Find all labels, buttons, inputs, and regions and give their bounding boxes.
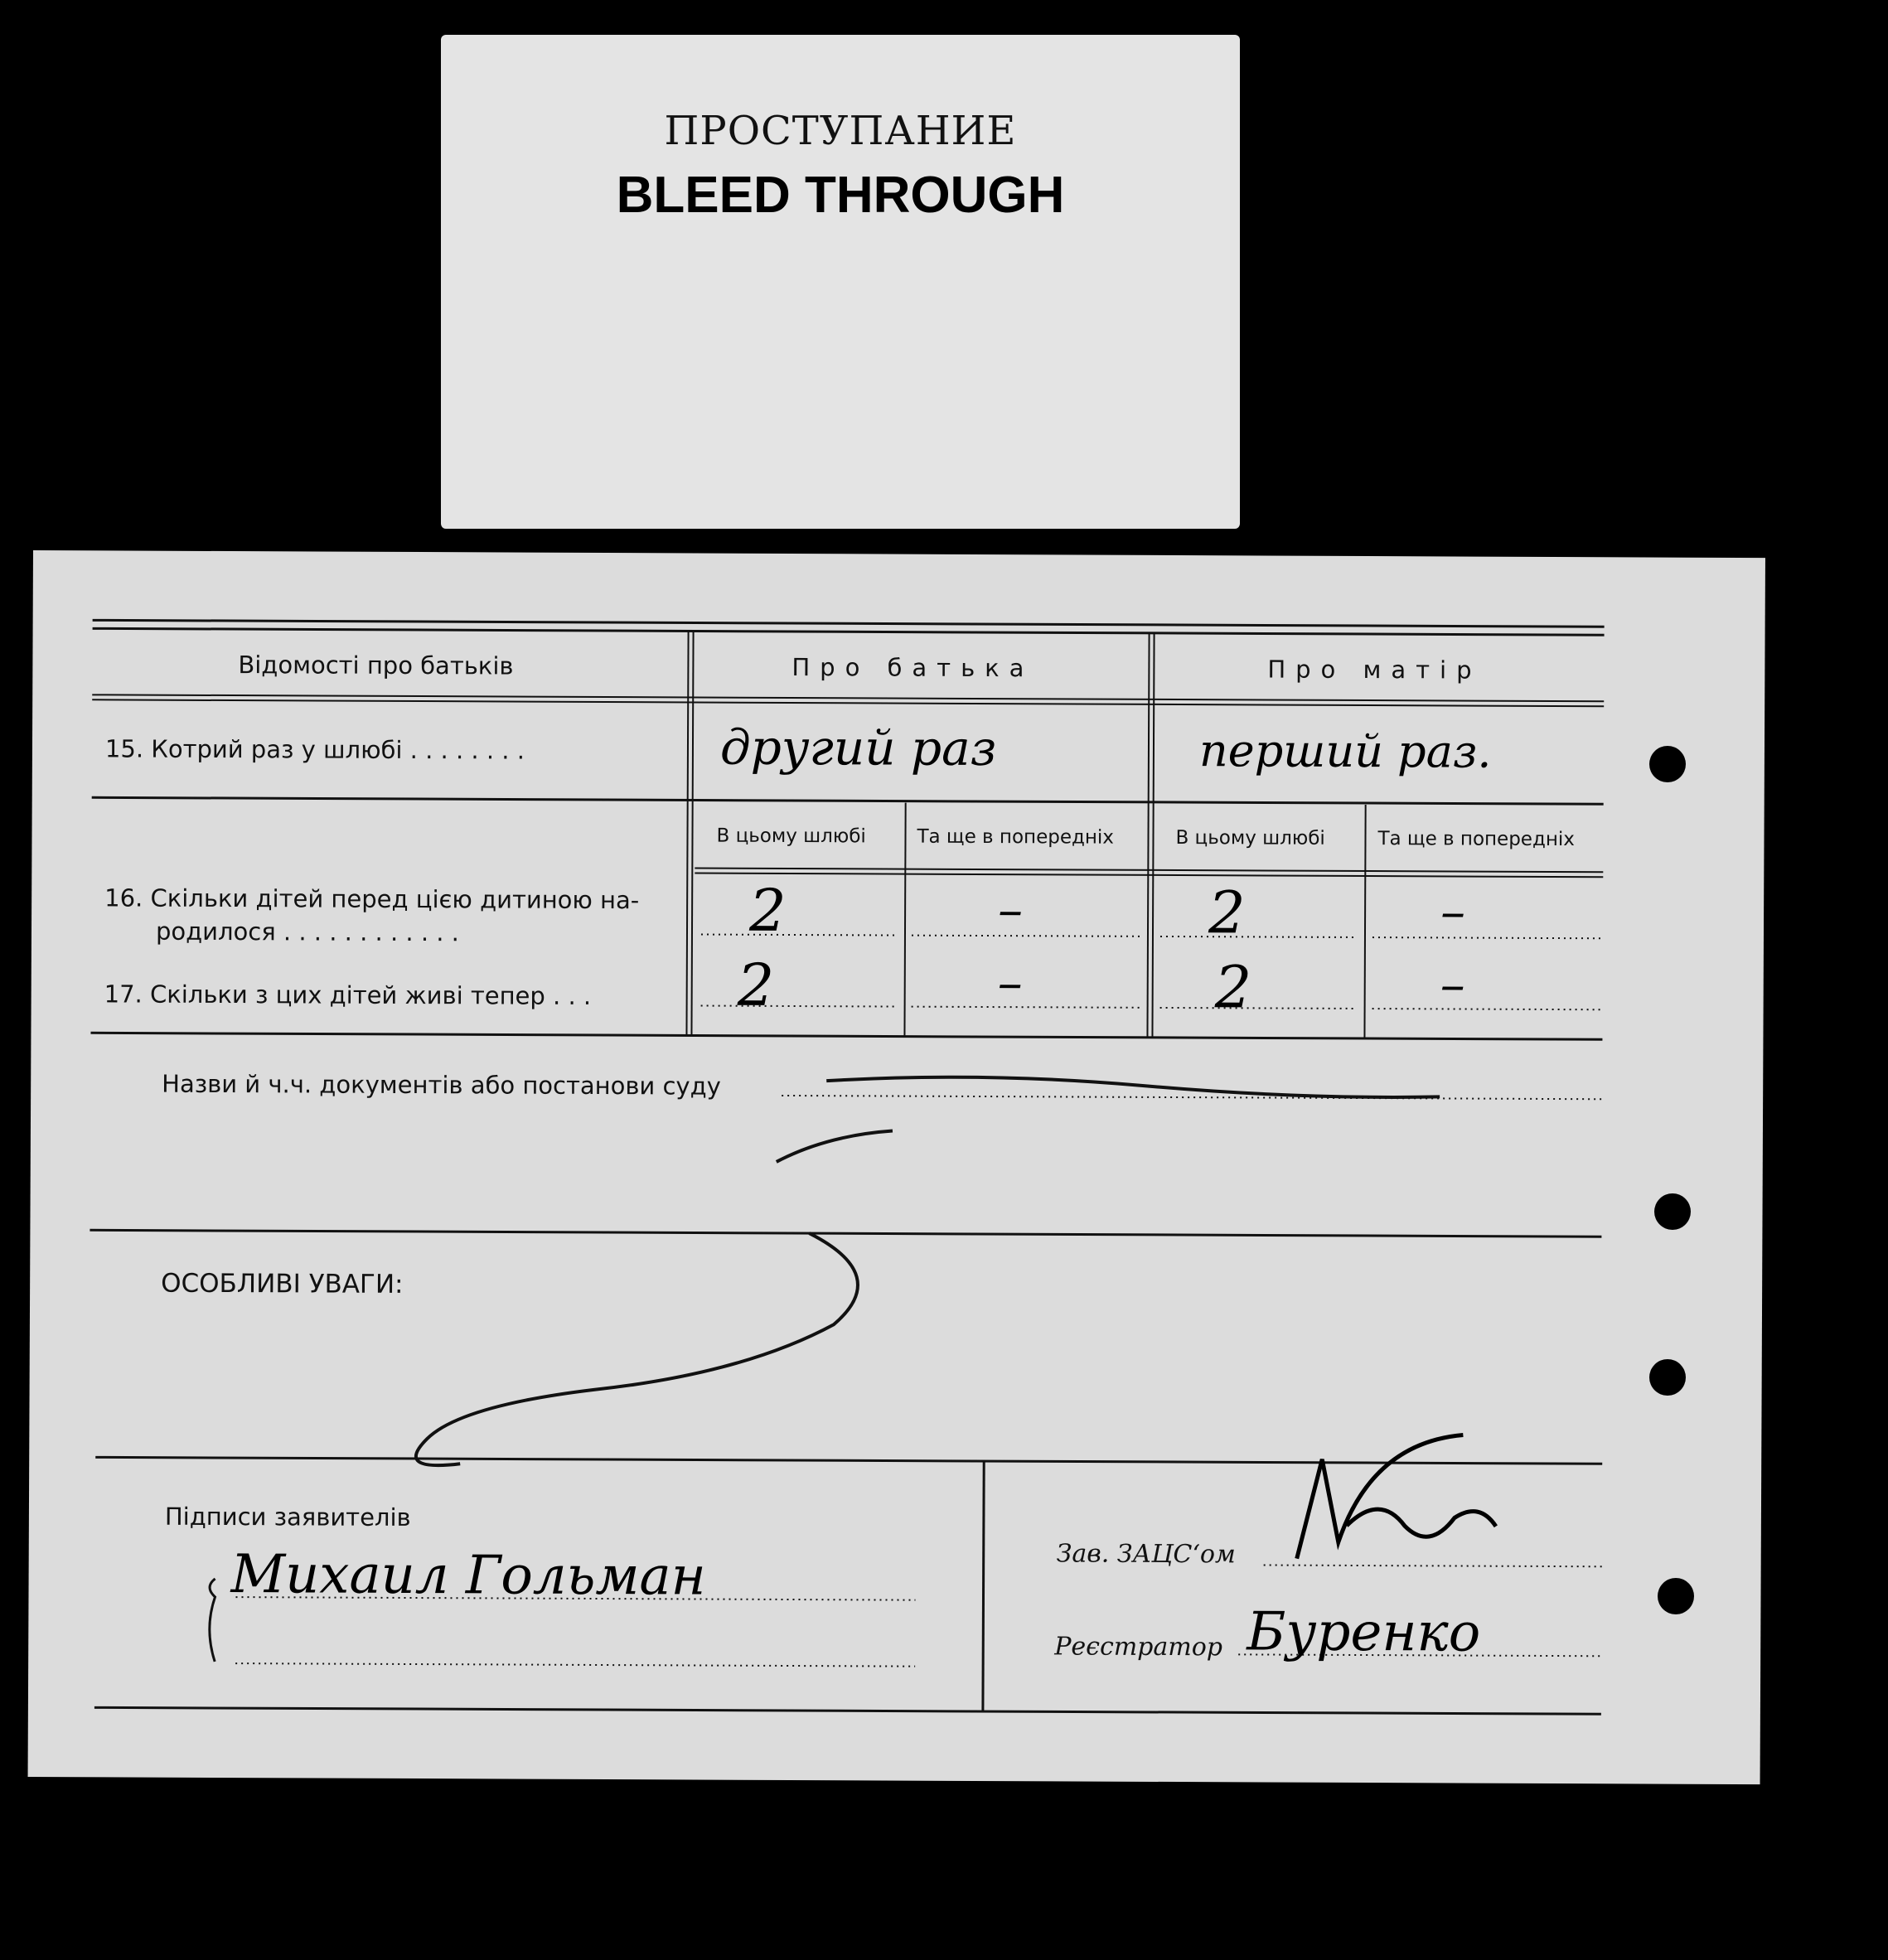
signatures-label: Підписи заявителів bbox=[164, 1502, 411, 1532]
remarks-label: ОСОБЛИВІ УВАГИ: bbox=[161, 1268, 404, 1299]
q17-mother-current: 2 bbox=[1214, 953, 1252, 1022]
subheader-father-current: В цьому шлюбі bbox=[716, 825, 866, 848]
header-mother: Про матір bbox=[1267, 655, 1482, 685]
q16-mother-current: 2 bbox=[1208, 878, 1246, 947]
form-sheet bbox=[28, 550, 1765, 1784]
q15-label: 15. Котрий раз у шлюбі . . . . . . . . bbox=[104, 734, 525, 765]
subheader-mother-previous: Та ще в попередніх bbox=[1377, 828, 1575, 851]
q16-label-line2: родилося . . . . . . . . . . . . bbox=[155, 917, 460, 947]
notice-title-en: BLEED THROUGH bbox=[616, 167, 1065, 224]
q15-father-answer: другий раз bbox=[719, 719, 997, 777]
subheader-father-previous: Та ще в попередніх bbox=[917, 825, 1114, 849]
header-col-label: Відомості про батьків bbox=[238, 651, 514, 680]
q17-label: 17. Скільки з цих дітей живі тепер . . . bbox=[104, 980, 592, 1010]
punch-hole bbox=[1649, 1359, 1686, 1396]
q16-father-current: 2 bbox=[748, 876, 787, 945]
q17-father-previous: – bbox=[997, 954, 1023, 1013]
documents-label: Назви й ч.ч. документів або постанови суду bbox=[162, 1069, 721, 1101]
notice-title-ru: ПРОСТУПАНИЕ bbox=[664, 108, 1017, 154]
punch-hole bbox=[1658, 1578, 1694, 1614]
subheader-mother-current: В цьому шлюбі bbox=[1175, 827, 1325, 849]
q17-father-current: 2 bbox=[737, 951, 775, 1019]
applicant-signature: Михаил Гольман bbox=[230, 1544, 706, 1608]
head-signature-scrawl bbox=[1272, 1426, 1538, 1576]
q17-mother-previous: – bbox=[1440, 956, 1465, 1014]
registrar-signature: Буренко bbox=[1247, 1601, 1481, 1664]
bleed-through-notice-card bbox=[441, 35, 1240, 529]
header-father: Про батька bbox=[792, 652, 1034, 683]
punch-hole bbox=[1654, 1193, 1691, 1230]
registrar-label: Реєстратор bbox=[1054, 1632, 1223, 1662]
q16-mother-previous: – bbox=[1440, 883, 1466, 941]
q16-label-line1: 16. Скільки дітей перед цією дитиною на- bbox=[104, 883, 640, 915]
punch-hole bbox=[1649, 746, 1686, 782]
head-label: Зав. ЗАЦС‘ом bbox=[1056, 1539, 1236, 1570]
q15-mother-answer: перший раз. bbox=[1198, 724, 1492, 778]
q16-father-previous: – bbox=[997, 881, 1024, 940]
